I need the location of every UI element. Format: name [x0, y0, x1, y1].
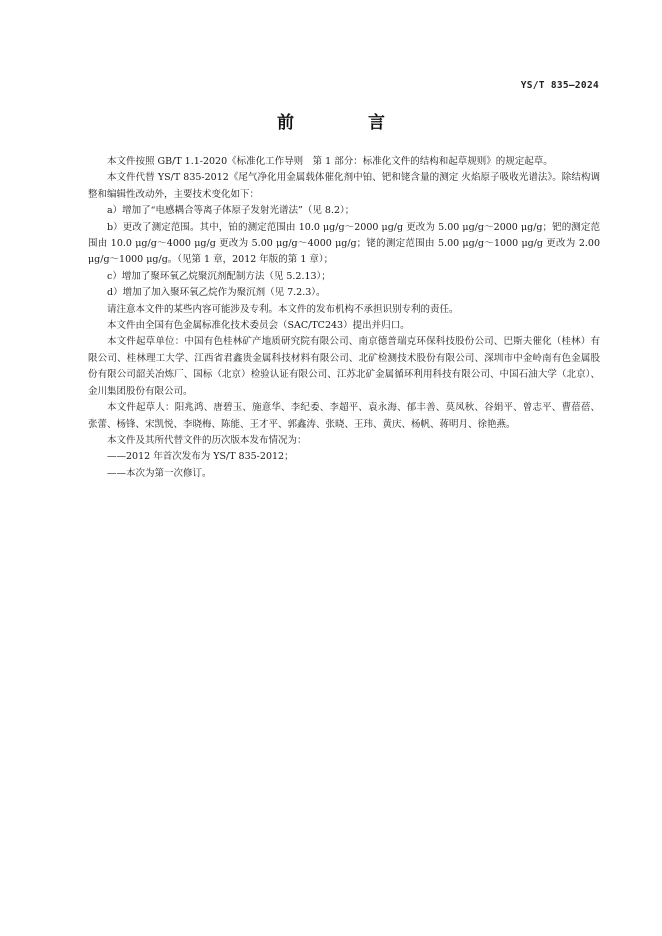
- paragraph-history-intro: 本文件及其所代替文件的历次版本发布情况为：: [107, 434, 307, 446]
- change-item-a: a）增加了“电感耦合等离子体原子发射光谱法”（见 8.2）；: [107, 205, 355, 217]
- change-item-b: b）更改了测定范围。其中，铂的测定范围由 10.0 μg/g～2000 μg/g 更改为 5.00 μg/g～2000 μg/g；钯的测定范围由 10.0 μg/g～4000 μg/g 更改为 5.00 μg/g～4000 μg/g；铑的测定范围由 5.00 μg/g～1000 μg/g 更改为 2.00 μg/g～1000 μg/g。（见第 1 章，2012 年版的第 1 章）；: [88, 221, 600, 266]
- paragraph-replaces: 本文件代替 YS/T 835-2012《尾气净化用金属载体催化剂中铂、钯和铑含量的测定 火焰原子吸收光谱法》。除结构调整和编辑性改动外，主要技术变化如下：: [88, 172, 600, 200]
- history-item-2012: ——2012 年首次发布为 YS/T 835-2012；: [107, 451, 294, 463]
- change-item-c: c）增加了聚环氧乙烷聚沉剂配制方法（见 5.2.13）；: [107, 270, 331, 282]
- paragraph-patent-notice: 请注意本文件的某些内容可能涉及专利。本文件的发布机构不承担识别专利的责任。: [107, 303, 459, 315]
- paragraph-drafters: 本文件起草人：阳兆鸿、唐碧玉、施意华、李纪委、李超平、袁永海、郁丰善、莫凤秋、谷娟平、曾志平、曹蓓蓓、张蕾、杨锋、宋凯悦、李晓梅、陈能、王才平、郭鑫涛、张晓、王玮、黄庆、杨帆、蒋明月、徐艳燕。: [88, 402, 600, 430]
- paragraph-drafting-rules: 本文件按照 GB/T 1.1-2020《标准化工作导则 第 1 部分：标准化文件的结构和起草规则》的规定起草。: [107, 156, 553, 167]
- history-item-revision: ——本次为第一次修订。: [107, 467, 212, 479]
- paragraph-drafting-units: 本文件起草单位：中国有色桂林矿产地质研究院有限公司、南京德普瑞克环保科技股份公司、巴斯夫催化（桂林）有限公司、桂林理工大学、江西省君鑫贵金属科技材料有限公司、北矿检测技术股份有限公司、深圳市中金岭南有色金属股份有限公司韶关冶炼厂、国标（北京）检验认证有限公司、江苏北矿金属循环利用科技有限公司、中国石油大学（北京）、金川集团股份有限公司。: [88, 336, 600, 397]
- document-code: YS/T 835—2024: [520, 80, 599, 91]
- change-item-d: d）增加了加入聚环氧乙烷作为聚沉剂（见 7.2.3）。: [107, 287, 326, 299]
- foreword-body: [88, 154, 600, 482]
- paragraph-proposer: 本文件由全国有色金属标准化技术委员会（SAC/TC243）提出并归口。: [107, 320, 410, 332]
- page-title: 前 言: [277, 113, 419, 133]
